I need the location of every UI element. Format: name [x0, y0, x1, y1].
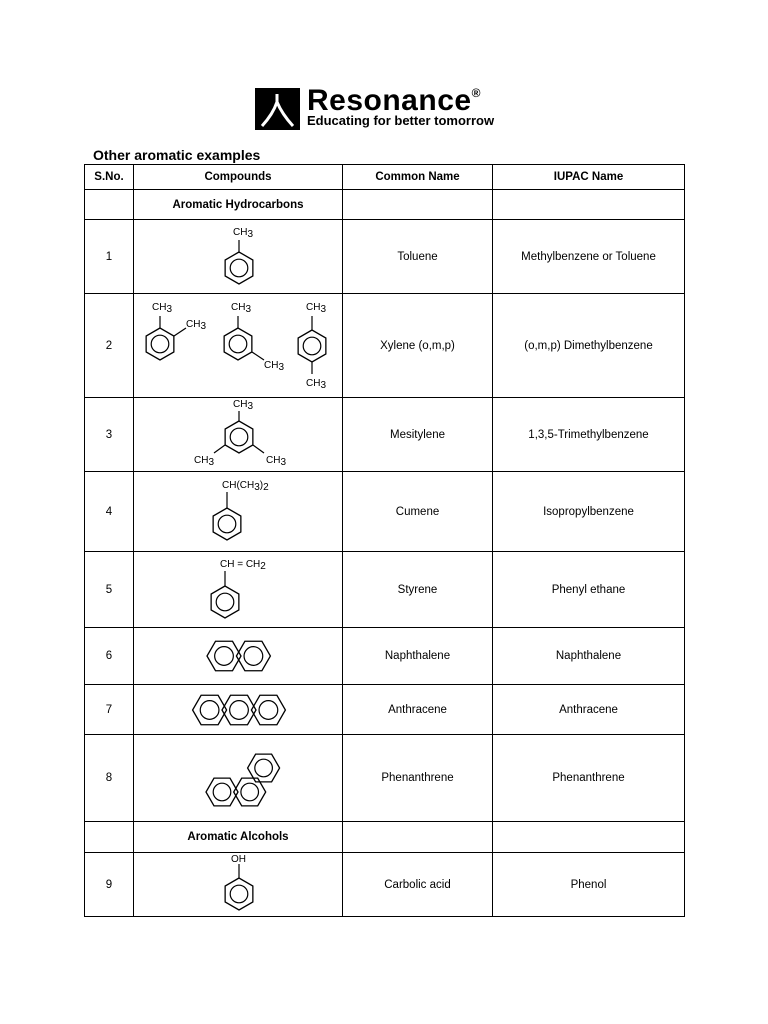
row-sno: 3 [85, 398, 134, 472]
svg-text:CH3: CH3 [265, 454, 286, 468]
row-sno: 6 [85, 628, 134, 685]
group-label-alcohols: Aromatic Alcohols [134, 822, 343, 853]
ring-aromatic-circle [214, 647, 233, 666]
structure-toluene [134, 220, 343, 294]
methyl-label: CH3 [232, 226, 253, 240]
row-iupac-name: Phenyl ethane [493, 552, 685, 628]
ring-aromatic-circle [259, 700, 278, 719]
structure-cumene [134, 472, 343, 552]
ring-hexagon [225, 252, 253, 284]
ring-hexagon [146, 328, 174, 360]
row-common-name: Styrene [343, 552, 493, 628]
section-title: Other aromatic examples [93, 147, 261, 163]
row-common-name: Toluene [343, 220, 493, 294]
ring-aromatic-circle [244, 647, 263, 666]
benzene-ring [225, 878, 253, 910]
table-row [85, 398, 685, 472]
row-iupac-name: Phenanthrene [493, 735, 685, 822]
structure-xylene [134, 294, 343, 398]
svg-text:CH3: CH3 [231, 301, 252, 315]
col-header-compounds: Compounds [134, 165, 343, 190]
row-common-name: Mesitylene [343, 398, 493, 472]
row-common-name: Phenanthrene [343, 735, 493, 822]
table-row [85, 552, 685, 628]
ring-aromatic-circle [230, 428, 248, 446]
row-iupac-name: Methylbenzene or Toluene [493, 220, 685, 294]
benzene-ring [225, 252, 253, 284]
ring-aromatic-circle [230, 259, 248, 277]
group-row-alcohols [85, 822, 685, 853]
row-sno: 8 [85, 735, 134, 822]
row-iupac-name: Naphthalene [493, 628, 685, 685]
ring-hexagon [225, 878, 253, 910]
ring-aromatic-circle [303, 337, 321, 355]
structure-styrene [134, 552, 343, 628]
aromatic-compounds-table [84, 164, 685, 917]
ring-aromatic-circle [213, 783, 231, 801]
svg-text:CH3: CH3 [264, 359, 285, 373]
row-iupac-name: Phenol [493, 853, 685, 917]
svg-text:CH = CH2: CH = CH2 [219, 558, 266, 572]
ring-aromatic-circle [200, 700, 219, 719]
benzene-ring-meta [224, 328, 252, 360]
row-sno: 4 [85, 472, 134, 552]
ring-aromatic-circle [229, 700, 248, 719]
logo-wordmark: Resonance® [307, 84, 481, 117]
ring-aromatic-circle [254, 759, 272, 777]
ring-aromatic-circle [218, 515, 236, 533]
svg-text:CH3: CH3 [232, 398, 253, 412]
row-iupac-name: Isopropylbenzene [493, 472, 685, 552]
logo-mark [255, 88, 300, 130]
ring-aromatic-circle [229, 335, 247, 353]
ring-hexagon [211, 586, 239, 618]
ring-aromatic-circle [151, 335, 169, 353]
structure-anthracene [134, 685, 343, 735]
table-row [85, 294, 685, 398]
row-sno: 9 [85, 853, 134, 917]
row-iupac-name: Anthracene [493, 685, 685, 735]
structure-mesitylene [134, 398, 343, 472]
ring-aromatic-circle [240, 783, 258, 801]
row-sno: 7 [85, 685, 134, 735]
ring-hexagon [298, 330, 326, 362]
ring-hexagon [224, 328, 252, 360]
structure-phenanthrene [134, 735, 343, 822]
registered-mark: ® [471, 86, 481, 100]
row-common-name: Anthracene [343, 685, 493, 735]
row-sno: 1 [85, 220, 134, 294]
row-iupac-name: (o,m,p) Dimethylbenzene [493, 294, 685, 398]
hydroxyl-label: OH [230, 853, 246, 865]
svg-text:CH3: CH3 [306, 301, 327, 315]
table-header-row [85, 165, 685, 190]
col-header-iupac-name: IUPAC Name [493, 165, 685, 190]
table-row [85, 220, 685, 294]
ring-aromatic-circle [216, 593, 234, 611]
svg-text:CH3: CH3 [306, 377, 327, 391]
row-sno: 5 [85, 552, 134, 628]
svg-text:CH3: CH3 [186, 318, 207, 332]
table-row [85, 853, 685, 917]
svg-text:CH3: CH3 [193, 454, 214, 468]
group-row-hydrocarbons [85, 190, 685, 220]
ring-hexagon [225, 421, 253, 453]
table-row [85, 685, 685, 735]
ring-hexagon [213, 508, 241, 540]
benzene-ring [213, 508, 241, 540]
svg-text:CH(CH3)2: CH(CH3)2 [221, 479, 269, 493]
ring-aromatic-circle [230, 885, 248, 903]
row-common-name: Naphthalene [343, 628, 493, 685]
group-label-hydrocarbons: Aromatic Hydrocarbons [134, 190, 343, 220]
structure-naphthalene [134, 628, 343, 685]
svg-text:CH3: CH3 [152, 301, 173, 315]
benzene-ring [225, 421, 253, 453]
row-common-name: Cumene [343, 472, 493, 552]
structure-phenol [134, 853, 343, 917]
table-row [85, 628, 685, 685]
row-sno: 2 [85, 294, 134, 398]
resonance-logo [255, 84, 515, 130]
row-common-name: Xylene (o,m,p) [343, 294, 493, 398]
col-header-common-name: Common Name [343, 165, 493, 190]
row-iupac-name: 1,3,5-Trimethylbenzene [493, 398, 685, 472]
logo-tagline: Educating for better tomorrow [307, 113, 495, 128]
table-row [85, 472, 685, 552]
col-header-sno: S.No. [85, 165, 134, 190]
benzene-ring-para [298, 330, 326, 362]
table-row [85, 735, 685, 822]
benzene-ring-ortho [146, 328, 174, 360]
row-common-name: Carbolic acid [343, 853, 493, 917]
benzene-ring [211, 586, 239, 618]
